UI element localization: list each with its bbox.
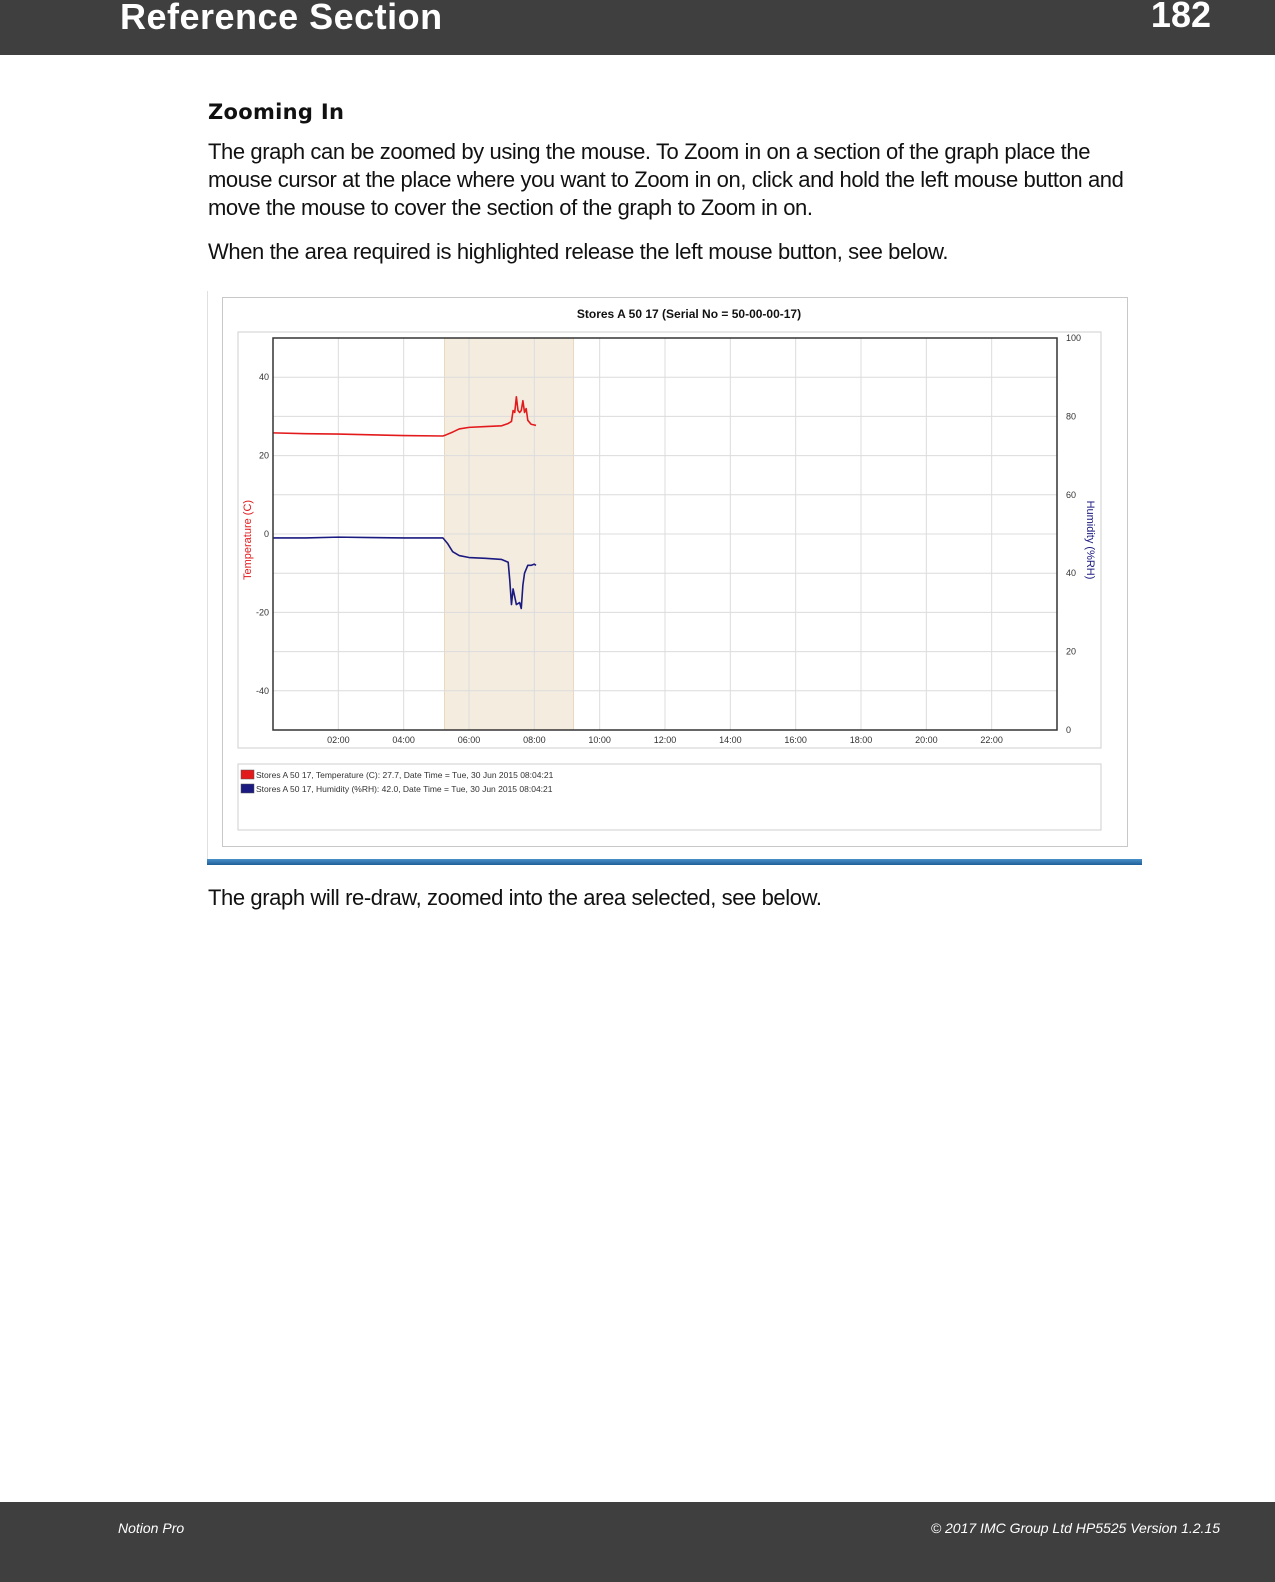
page-number: 182 xyxy=(1150,0,1211,35)
figure-underline xyxy=(207,859,1142,865)
y-tick-label: -40 xyxy=(255,685,269,696)
x-tick-label: 16:00 xyxy=(784,735,807,745)
legend-entry: Stores A 50 17, Temperature (C): 27.7, Date Time = Tue, 30 Jun 2015 08:04:21 xyxy=(256,770,554,780)
paragraph-zoom-instructions: The graph can be zoomed by using the mouse. To Zoom in on a section of the graph place the mouse cursor at the place where you want to Zoom in on, click and hold the left mouse button and move the mouse to cover the section of the graph to Zoom in on. xyxy=(208,139,1124,220)
x-tick-label: 04:00 xyxy=(392,735,415,745)
main-content xyxy=(208,100,1148,282)
page-footer xyxy=(0,1502,1275,1582)
header-title: Reference Section xyxy=(120,0,443,37)
footer-product-name: Notion Pro xyxy=(118,1520,185,1536)
x-tick-label: 12:00 xyxy=(653,735,677,745)
y2-tick-label: 20 xyxy=(1066,646,1077,657)
chart-svg[interactable] xyxy=(207,291,1142,868)
y2-tick-label: 40 xyxy=(1066,568,1077,579)
x-tick-label: 02:00 xyxy=(327,735,350,745)
y2-tick-label: 100 xyxy=(1066,333,1082,343)
x-tick-label: 10:00 xyxy=(588,735,611,745)
y-tick-label: 20 xyxy=(258,450,269,461)
y-axis-label: Temperature (C) xyxy=(242,499,254,581)
x-tick-label: 20:00 xyxy=(915,735,938,745)
y-tick-label: -20 xyxy=(255,607,269,618)
x-tick-label: 06:00 xyxy=(457,735,481,745)
footer-copyright: © 2017 IMC Group Ltd HP5525 Version 1.2.15 xyxy=(930,1520,1220,1536)
x-tick-label: 22:00 xyxy=(980,735,1003,745)
legend-swatch xyxy=(241,784,254,793)
after-figure-text xyxy=(208,884,1148,928)
y2-axis-label: Humidity (%RH) xyxy=(1084,500,1096,580)
page-header xyxy=(0,0,1275,55)
y-tick-label: 40 xyxy=(258,372,269,383)
paragraph-redraw: The graph will re-draw, zoomed into the area selected, see below. xyxy=(208,885,822,910)
x-tick-label: 14:00 xyxy=(719,735,742,745)
y2-tick-label: 60 xyxy=(1066,489,1077,500)
paragraph-release-instruction: When the area required is highlighted release the left mouse button, see below. xyxy=(208,239,949,264)
y2-tick-label: 0 xyxy=(1066,725,1072,735)
x-tick-label: 18:00 xyxy=(849,735,873,745)
section-heading: Zooming In xyxy=(208,100,345,124)
y-tick-label: 0 xyxy=(263,529,269,539)
chart-figure xyxy=(207,291,1142,868)
chart-title: Stores A 50 17 (Serial No = 50-00-00-17) xyxy=(576,307,802,321)
legend-swatch xyxy=(241,770,254,779)
plot-panel-border xyxy=(238,332,1101,748)
legend-entry: Stores A 50 17, Humidity (%RH): 42.0, Date Time = Tue, 30 Jun 2015 08:04:21 xyxy=(256,784,553,794)
x-tick-label: 08:00 xyxy=(523,735,546,745)
y2-tick-label: 80 xyxy=(1066,411,1077,422)
